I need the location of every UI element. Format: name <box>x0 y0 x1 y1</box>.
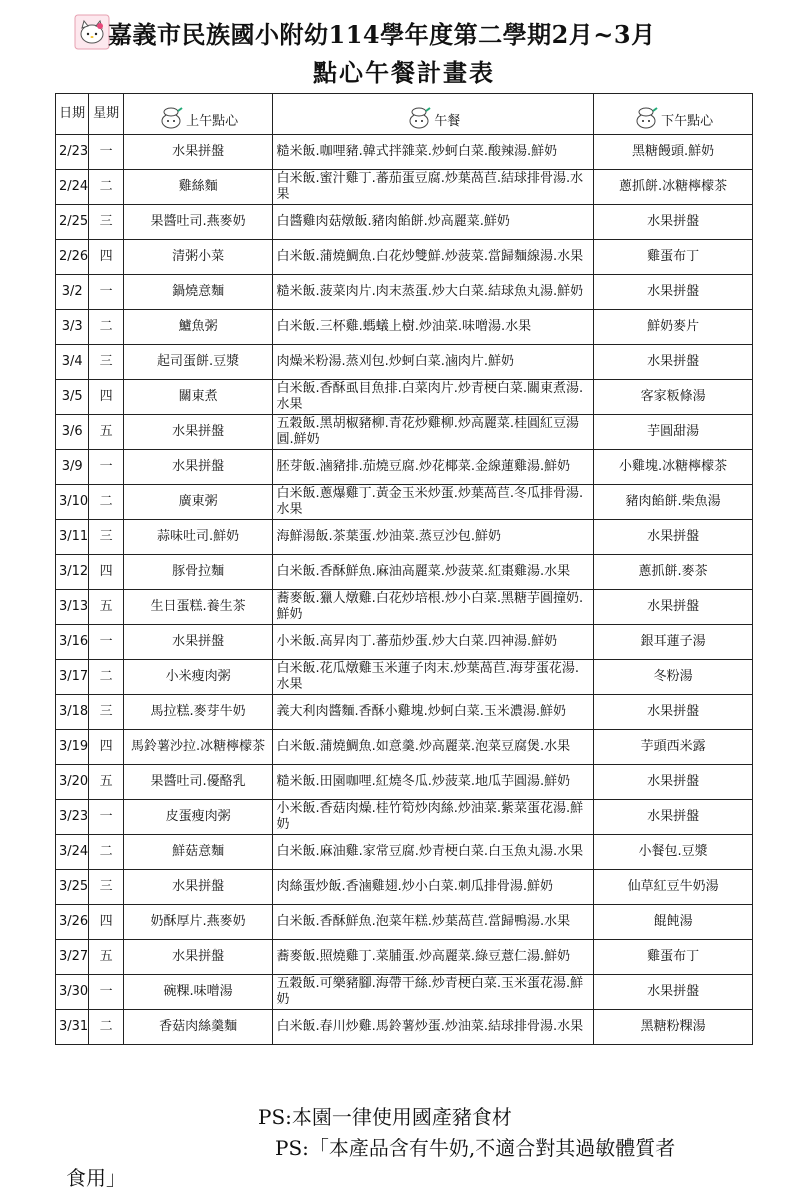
menu-table-body <box>56 135 753 1045</box>
table-row <box>56 485 753 520</box>
cell-morning-snack: 碗粿.味噌湯 <box>123 975 273 1010</box>
table-row <box>56 520 753 555</box>
cell-lunch: 糙米飯.菠菜肉片.肉末蒸蛋.炒大白菜.結球魚丸湯.鮮奶 <box>273 275 594 310</box>
cell-lunch: 白米飯.春川炒雞.馬鈴薯炒蛋.炒油菜.結球排骨湯.水果 <box>273 1010 594 1045</box>
cell-day: 五 <box>89 415 123 450</box>
cell-day: 三 <box>89 205 123 240</box>
cell-day: 一 <box>89 450 123 485</box>
column-header-day: 星期 <box>89 94 123 135</box>
table-row <box>56 450 753 485</box>
cell-date: 3/3 <box>56 310 89 345</box>
cell-date: 3/13 <box>56 590 89 625</box>
cell-afternoon-snack: 客家粄條湯 <box>594 380 753 415</box>
cell-afternoon-snack: 蔥抓餅.冰糖檸檬茶 <box>594 170 753 205</box>
cell-lunch: 白米飯.香酥虱目魚排.白菜肉片.炒青梗白菜.關東煮湯.水果 <box>273 380 594 415</box>
table-row <box>56 695 753 730</box>
hello-kitty-logo-icon <box>74 14 110 50</box>
chef-mascot-icon <box>633 107 659 129</box>
cell-day: 五 <box>89 590 123 625</box>
cell-date: 3/18 <box>56 695 89 730</box>
cell-afternoon-snack: 仙草紅豆牛奶湯 <box>594 870 753 905</box>
cell-afternoon-snack: 水果拼盤 <box>594 765 753 800</box>
cell-afternoon-snack: 雞蛋布丁 <box>594 240 753 275</box>
table-row <box>56 415 753 450</box>
cell-lunch: 白米飯.蒲燒鯛魚.白花炒雙鮮.炒菠菜.當歸麵線湯.水果 <box>273 240 594 275</box>
cell-day: 四 <box>89 905 123 940</box>
cell-afternoon-snack: 水果拼盤 <box>594 800 753 835</box>
cell-afternoon-snack: 豬肉餡餅.柴魚湯 <box>594 485 753 520</box>
cell-date: 3/17 <box>56 660 89 695</box>
table-row <box>56 240 753 275</box>
cell-lunch: 海鮮湯飯.茶葉蛋.炒油菜.蒸豆沙包.鮮奶 <box>273 520 594 555</box>
cell-morning-snack: 馬拉糕.麥芽牛奶 <box>123 695 273 730</box>
cell-afternoon-snack: 水果拼盤 <box>594 590 753 625</box>
cell-day: 一 <box>89 275 123 310</box>
note-milk-allergy-continued: 食用」 <box>66 1166 126 1190</box>
cell-morning-snack: 鱸魚粥 <box>123 310 273 345</box>
cell-day: 二 <box>89 1010 123 1045</box>
column-header-afternoon-snack <box>594 94 753 135</box>
cell-lunch: 小米飯.香菇肉燥.桂竹筍炒肉絲.炒油菜.紫菜蛋花湯.鮮奶 <box>273 800 594 835</box>
cell-date: 3/26 <box>56 905 89 940</box>
cell-morning-snack: 果醬吐司.燕麥奶 <box>123 205 273 240</box>
cell-day: 二 <box>89 310 123 345</box>
cell-day: 五 <box>89 940 123 975</box>
note-milk-allergy: PS:「本產品含有牛奶,不適合對其過敏體質者 <box>275 1136 676 1160</box>
menu-table <box>55 93 753 1045</box>
cell-day: 三 <box>89 870 123 905</box>
cell-lunch: 白米飯.香酥鮮魚.麻油高麗菜.炒菠菜.紅棗雞湯.水果 <box>273 555 594 590</box>
cell-lunch: 糙米飯.咖哩豬.韓式拌雜菜.炒蚵白菜.酸辣湯.鮮奶 <box>273 135 594 170</box>
cell-lunch: 白米飯.香酥鮮魚.泡菜年糕.炒葉萵苣.當歸鴨湯.水果 <box>273 905 594 940</box>
table-row <box>56 940 753 975</box>
cell-afternoon-snack: 蔥抓餅.麥茶 <box>594 555 753 590</box>
cell-lunch: 蕎麥飯.獵人燉雞.白花炒培根.炒小白菜.黑糖芋圓撞奶.鮮奶 <box>273 590 594 625</box>
table-row <box>56 310 753 345</box>
cell-morning-snack: 水果拼盤 <box>123 415 273 450</box>
cell-date: 2/26 <box>56 240 89 275</box>
cell-afternoon-snack: 水果拼盤 <box>594 205 753 240</box>
table-row <box>56 590 753 625</box>
cell-morning-snack: 香菇肉絲羹麵 <box>123 1010 273 1045</box>
table-row <box>56 625 753 660</box>
cell-date: 2/23 <box>56 135 89 170</box>
table-row <box>56 870 753 905</box>
cell-morning-snack: 馬鈴薯沙拉.冰糖檸檬茶 <box>123 730 273 765</box>
cell-lunch: 蕎麥飯.照燒雞丁.菜脯蛋.炒高麗菜.綠豆薏仁湯.鮮奶 <box>273 940 594 975</box>
column-header-morning-label: 上午點心 <box>186 114 239 129</box>
cell-day: 二 <box>89 485 123 520</box>
cell-afternoon-snack: 小餐包.豆漿 <box>594 835 753 870</box>
table-row <box>56 555 753 590</box>
cell-day: 四 <box>89 555 123 590</box>
column-header-lunch-label: 午餐 <box>434 114 461 129</box>
cell-morning-snack: 奶酥厚片.燕麥奶 <box>123 905 273 940</box>
cell-date: 3/23 <box>56 800 89 835</box>
cell-date: 3/10 <box>56 485 89 520</box>
cell-day: 三 <box>89 520 123 555</box>
table-row <box>56 765 753 800</box>
cell-date: 3/2 <box>56 275 89 310</box>
cell-morning-snack: 廣東粥 <box>123 485 273 520</box>
cell-lunch: 白米飯.花瓜燉雞玉米蓮子肉末.炒葉萵苣.海芽蛋花湯.水果 <box>273 660 594 695</box>
cell-date: 3/25 <box>56 870 89 905</box>
cell-day: 四 <box>89 730 123 765</box>
cell-day: 二 <box>89 835 123 870</box>
cell-lunch: 白米飯.蒲燒鯛魚.如意羹.炒高麗菜.泡菜豆腐煲.水果 <box>273 730 594 765</box>
table-header-row <box>56 94 753 135</box>
cell-morning-snack: 水果拼盤 <box>123 940 273 975</box>
cell-lunch: 肉燥米粉湯.蒸刈包.炒蚵白菜.滷肉片.鮮奶 <box>273 345 594 380</box>
page-subtitle: 點心午餐計畫表 <box>313 58 495 87</box>
column-header-lunch <box>273 94 594 135</box>
cell-date: 3/11 <box>56 520 89 555</box>
cell-date: 2/24 <box>56 170 89 205</box>
cell-morning-snack: 蒜味吐司.鮮奶 <box>123 520 273 555</box>
cell-afternoon-snack: 水果拼盤 <box>594 520 753 555</box>
table-row <box>56 205 753 240</box>
cell-afternoon-snack: 芋圓甜湯 <box>594 415 753 450</box>
cell-morning-snack: 水果拼盤 <box>123 450 273 485</box>
table-row <box>56 1010 753 1045</box>
cell-morning-snack: 清粥小菜 <box>123 240 273 275</box>
cell-date: 3/5 <box>56 380 89 415</box>
cell-afternoon-snack: 黑糖粉粿湯 <box>594 1010 753 1045</box>
cell-afternoon-snack: 黑糖饅頭.鮮奶 <box>594 135 753 170</box>
cell-afternoon-snack: 水果拼盤 <box>594 695 753 730</box>
cell-day: 五 <box>89 765 123 800</box>
cell-day: 二 <box>89 660 123 695</box>
cell-day: 四 <box>89 380 123 415</box>
cell-date: 3/9 <box>56 450 89 485</box>
cell-afternoon-snack: 冬粉湯 <box>594 660 753 695</box>
cell-date: 3/24 <box>56 835 89 870</box>
cell-date: 3/4 <box>56 345 89 380</box>
cell-lunch: 白米飯.三杯雞.螞蟻上樹.炒油菜.味噌湯.水果 <box>273 310 594 345</box>
table-row <box>56 170 753 205</box>
cell-date: 3/31 <box>56 1010 89 1045</box>
cell-afternoon-snack: 雞蛋布丁 <box>594 940 753 975</box>
cell-lunch: 五穀飯.黑胡椒豬柳.青花炒雞柳.炒高麗菜.桂圓紅豆湯圓.鮮奶 <box>273 415 594 450</box>
cell-lunch: 義大利肉醬麵.香酥小雞塊.炒蚵白菜.玉米濃湯.鮮奶 <box>273 695 594 730</box>
cell-day: 三 <box>89 345 123 380</box>
cell-day: 一 <box>89 975 123 1010</box>
chef-mascot-icon <box>406 107 432 129</box>
cell-date: 3/6 <box>56 415 89 450</box>
cell-lunch: 五穀飯.可樂豬腳.海帶干絲.炒青梗白菜.玉米蛋花湯.鮮奶 <box>273 975 594 1010</box>
cell-day: 一 <box>89 625 123 660</box>
column-header-morning-snack <box>123 94 273 135</box>
cell-afternoon-snack: 餛飩湯 <box>594 905 753 940</box>
cell-date: 3/27 <box>56 940 89 975</box>
cell-date: 3/19 <box>56 730 89 765</box>
table-row <box>56 345 753 380</box>
cell-morning-snack: 果醬吐司.優酪乳 <box>123 765 273 800</box>
cell-morning-snack: 雞絲麵 <box>123 170 273 205</box>
cell-day: 三 <box>89 695 123 730</box>
cell-morning-snack: 水果拼盤 <box>123 135 273 170</box>
cell-morning-snack: 鮮菇意麵 <box>123 835 273 870</box>
cell-lunch: 白米飯.蔥爆雞丁.黃金玉米炒蛋.炒葉萵苣.冬瓜排骨湯.水果 <box>273 485 594 520</box>
cell-day: 一 <box>89 800 123 835</box>
cell-day: 四 <box>89 240 123 275</box>
table-row <box>56 975 753 1010</box>
cell-morning-snack: 水果拼盤 <box>123 870 273 905</box>
table-row <box>56 275 753 310</box>
cell-morning-snack: 豚骨拉麵 <box>123 555 273 590</box>
table-row <box>56 380 753 415</box>
cell-lunch: 白米飯.蜜汁雞丁.蕃茄蛋豆腐.炒葉萵苣.結球排骨湯.水果 <box>273 170 594 205</box>
cell-morning-snack: 生日蛋糕.養生茶 <box>123 590 273 625</box>
cell-morning-snack: 關東煮 <box>123 380 273 415</box>
cell-day: 二 <box>89 170 123 205</box>
cell-afternoon-snack: 水果拼盤 <box>594 975 753 1010</box>
cell-afternoon-snack: 小雞塊.冰糖檸檬茶 <box>594 450 753 485</box>
cell-date: 3/16 <box>56 625 89 660</box>
cell-morning-snack: 皮蛋瘦肉粥 <box>123 800 273 835</box>
table-row <box>56 905 753 940</box>
cell-morning-snack: 鍋燒意麵 <box>123 275 273 310</box>
chef-mascot-icon <box>158 107 184 129</box>
column-header-date: 日期 <box>56 94 89 135</box>
table-row <box>56 800 753 835</box>
table-row <box>56 730 753 765</box>
cell-day: 一 <box>89 135 123 170</box>
cell-lunch: 胚芽飯.滷豬排.茄燒豆腐.炒花椰菜.金線蓮雞湯.鮮奶 <box>273 450 594 485</box>
cell-morning-snack: 起司蛋餅.豆漿 <box>123 345 273 380</box>
page-title: 嘉義市民族國小附幼114學年度第二學期2月~3月 <box>108 20 656 49</box>
cell-lunch: 糙米飯.田園咖哩.紅燒冬瓜.炒菠菜.地瓜芋圓湯.鮮奶 <box>273 765 594 800</box>
cell-morning-snack: 小米瘦肉粥 <box>123 660 273 695</box>
cell-date: 2/25 <box>56 205 89 240</box>
cell-lunch: 小米飯.高昇肉丁.蕃茄炒蛋.炒大白菜.四神湯.鮮奶 <box>273 625 594 660</box>
note-pork-origin: PS:本園一律使用國產豬食材 <box>258 1105 512 1129</box>
table-row <box>56 135 753 170</box>
cell-lunch: 肉絲蛋炒飯.香滷雞翅.炒小白菜.刺瓜排骨湯.鮮奶 <box>273 870 594 905</box>
cell-date: 3/12 <box>56 555 89 590</box>
cell-afternoon-snack: 芋頭西米露 <box>594 730 753 765</box>
cell-morning-snack: 水果拼盤 <box>123 625 273 660</box>
cell-afternoon-snack: 鮮奶麥片 <box>594 310 753 345</box>
table-row <box>56 835 753 870</box>
cell-date: 3/30 <box>56 975 89 1010</box>
cell-lunch: 白米飯.麻油雞.家常豆腐.炒青梗白菜.白玉魚丸湯.水果 <box>273 835 594 870</box>
cell-date: 3/20 <box>56 765 89 800</box>
cell-afternoon-snack: 水果拼盤 <box>594 275 753 310</box>
cell-lunch: 白醬雞肉菇燉飯.豬肉餡餅.炒高麗菜.鮮奶 <box>273 205 594 240</box>
cell-afternoon-snack: 銀耳蓮子湯 <box>594 625 753 660</box>
column-header-afternoon-label: 下午點心 <box>661 114 714 129</box>
table-row <box>56 660 753 695</box>
cell-afternoon-snack: 水果拼盤 <box>594 345 753 380</box>
